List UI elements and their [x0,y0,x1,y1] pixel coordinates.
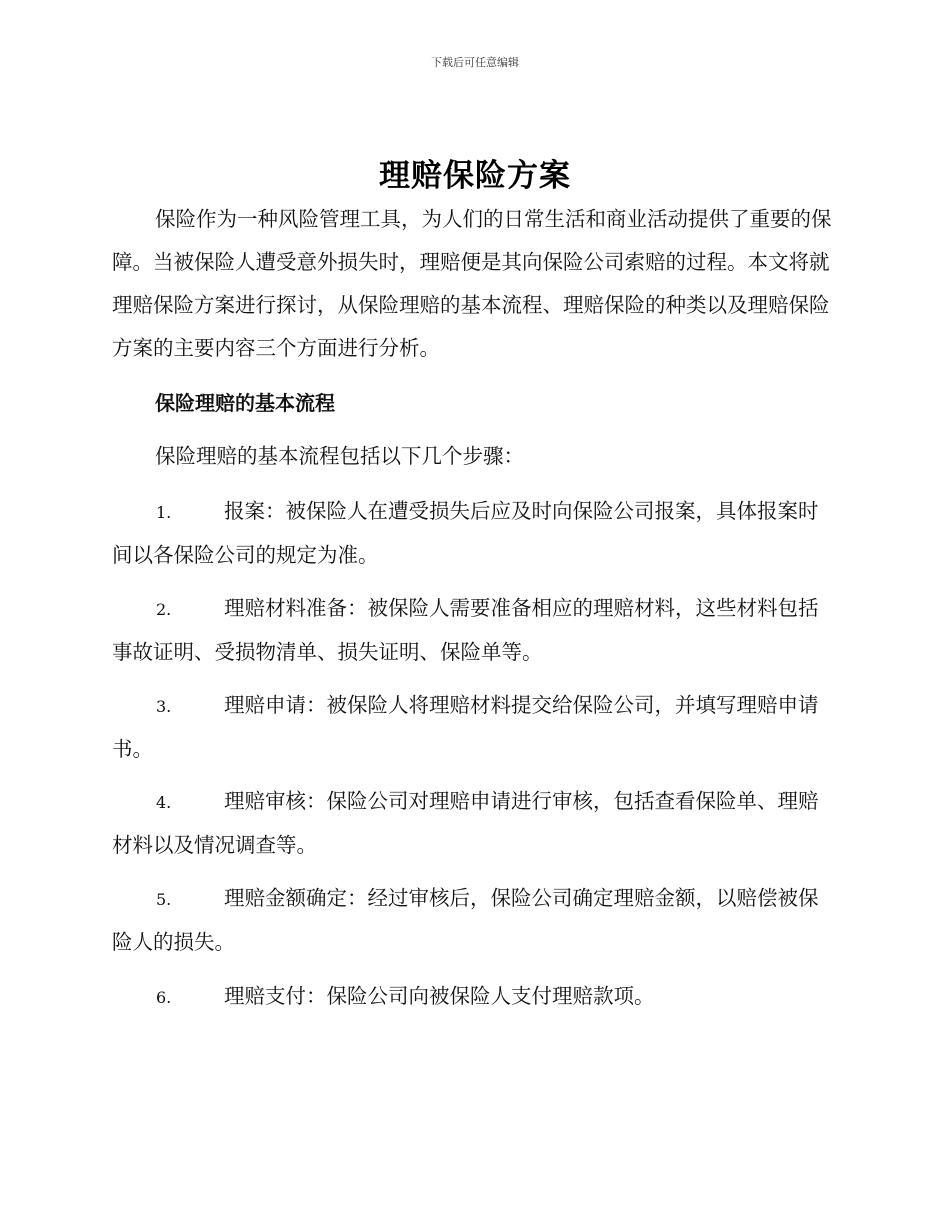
list-item-number: 3. [156,697,172,716]
list-item [112,877,834,964]
list-item-number: 2. [156,600,172,619]
intro-paragraph: 保险作为一种风险管理工具，为人们的日常生活和商业活动提供了重要的保障。当被保险人遭受意外损失时，理赔便是其向保险公司索赔的过程。本文将就理赔保险方案进行探讨，从保险理赔的基本流程、理赔保险的种类以及理赔保险方案的主要内容三个方面进行分析。 [112,207,832,360]
list-item-text: 理赔金额确定：经过审核后，保险公司确定理赔金额，以赔偿被保险人的损失。 [112,886,819,954]
header-note: 下载后可任意编辑 [431,56,519,69]
list-item-text: 报案：被保险人在遭受损失后应及时向保险公司报案，具体报案时间以各保险公司的规定为准。 [112,499,819,567]
list-item-number: 6. [156,988,172,1007]
list-item-number: 5. [156,890,172,909]
list-item-text: 理赔申请：被保险人将理赔材料提交给保险公司，并填写理赔申请书。 [112,693,819,761]
list-item-text: 理赔支付：保险公司向被保险人支付理赔款项。 [224,984,655,1008]
list-item [112,490,834,577]
list-item-number: 4. [156,793,172,812]
list-item [112,780,834,867]
list-item [112,684,834,771]
list-item-number: 1. [156,503,172,522]
lead-paragraph: 保险理赔的基本流程包括以下几个步骤： [155,444,524,468]
list-item-text: 理赔审核：保险公司对理赔申请进行审核，包括查看保险单、理赔材料以及情况调查等。 [112,789,819,857]
list-item-text: 理赔材料准备：被保险人需要准备相应的理赔材料，这些材料包括事故证明、受损物清单、损失证明、保险单等。 [112,596,819,664]
page-title: 理赔保险方案 [379,158,571,194]
list-item [112,587,834,674]
section-heading: 保险理赔的基本流程 [155,391,335,415]
list-item [112,975,834,1019]
